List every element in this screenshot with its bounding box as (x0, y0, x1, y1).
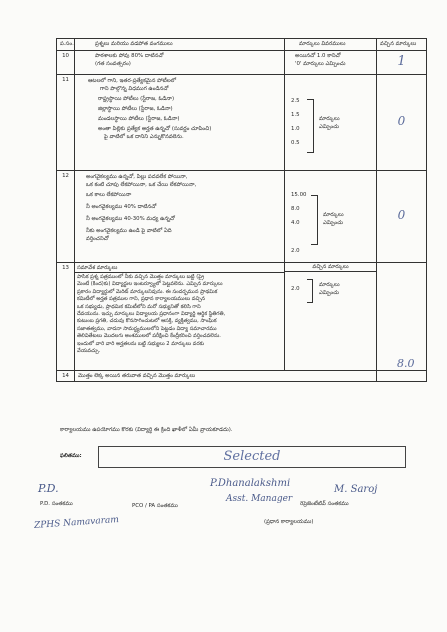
rating-cell (285, 75, 377, 171)
rating-cell (285, 51, 377, 75)
header-no: ప.సం. (57, 39, 75, 51)
rep-signature-name: M. Saroj (334, 484, 378, 495)
marks-table (56, 38, 427, 382)
rating-head: వచ్చిన మార్కులు (285, 263, 376, 272)
section-title: సమావేశ మార్కులు (75, 264, 284, 273)
question-cell (75, 51, 285, 75)
result-box (98, 446, 406, 468)
question-line: వర్తించనిచో (86, 236, 109, 242)
result-label: ఫలితము: (60, 453, 82, 459)
table-row (57, 263, 427, 371)
question-line: కమిటీలో అర్హత పత్రముల గాని, ప్రధాన కార్యాలయములు వచ్చిన (77, 296, 206, 303)
rating-label: ఎమ్పించు (323, 220, 344, 226)
rating-line: అయినచో 1.0 కానిచో (295, 53, 341, 59)
question-line: అంగవైకల్యము ఉన్నచో, పిల్లు పదవలేక పోయినా, (86, 174, 188, 180)
pco-signature-label: PCO / PA సంతకము (132, 503, 178, 509)
rating-value: 1.0 (291, 126, 300, 132)
marks-handwritten: 0 (397, 208, 406, 222)
question-line: ఒక కంటి చూపు లేకపోయినా, ఒక చేయి లేకపోయినా, (86, 182, 197, 188)
office-label: (ప్రధాన కార్యాలయము) (264, 519, 314, 525)
question-line: పై వాటిలో ఒక దానిని ఎన్నుకొనవలెను. (104, 134, 184, 140)
school-stamp: ZPHS Namavaram (33, 515, 120, 531)
question-line: నీ అంగవైకల్యము 40% దాటినచో (86, 204, 157, 210)
brace (307, 99, 314, 153)
hm-signature-label: P.D. సంతకము (40, 501, 73, 507)
asst-signature-title: Asst. Manager (226, 494, 293, 504)
row-no: 14 (57, 371, 75, 382)
marks-cell (377, 171, 427, 263)
question-line: జిల్లాస్థాయి పోటీలు (స్టేరాజ, ఓడినా) (98, 106, 173, 112)
row-no: 13 (57, 263, 75, 371)
rating-label: ఎమ్పించు (319, 124, 340, 130)
question-line: నీకు అంగవైకల్యము ఉండి పై వాటిలో ఏది (86, 228, 172, 234)
question-line: మెంటే (కింద)కు) విద్యార్థుల ఇంటర్వ్యూలో పెట్టవలెను. ఎమ్పిన మార్కులు (77, 281, 223, 288)
header-rating: మార్కులు వివరములు (285, 39, 377, 51)
table-header-row (57, 39, 427, 51)
question-cell (75, 171, 285, 263)
question-line: ఆటలలో గాని, ఇతర-ప్రత్యేకమైన పోటీలలో (88, 78, 177, 84)
brace (311, 195, 318, 245)
marks-handwritten: 8.0 (397, 357, 415, 370)
rating-value: 0.5 (291, 140, 300, 146)
question-line: దేవయును. ఇచ్చు మార్కులు విద్యాలయ ప్రధానంగా విద్యార్థి ఆర్థిక స్థితిగతి, (77, 311, 226, 318)
rating-cell (285, 263, 377, 371)
question-cell (75, 263, 285, 371)
question-line: తెలివితేటలు మొదలగు అంశములలో పరీక్షించి కేంద్రీకరించి వర్తించవలెను. (77, 333, 221, 340)
rating-label: మార్కులు (319, 282, 340, 288)
rep-signature-label: రెప్రెజెంటేటివ్ సంతకము (300, 501, 349, 507)
question-line: నీ అంగవైకల్యము 40-30% మధ్య ఉన్నచో (86, 216, 175, 222)
header-question: ప్రశ్నలు మరియు వడపోత వంగములు (75, 39, 285, 51)
question-cell (75, 75, 285, 171)
hm-signature: P.D. (38, 482, 59, 495)
question-line: సజాతత్వము, వాదనా సామర్థ్యములలోని పెట్టడం విద్యా సమాచారము (77, 325, 217, 332)
question-line: గాని పాల్గొన్న విధముగ ఉండినచో (100, 86, 169, 92)
rating-cell (285, 171, 377, 263)
rating-value: 1.5 (291, 112, 300, 118)
question-line: పాఠశాలకు పోవు 80% దాటినచో (95, 53, 164, 59)
question-line: మండలస్థాయి పోటీలు (స్టేరాజ, ఓడినా) (98, 116, 180, 122)
rating-value: 2.0 (291, 286, 300, 292)
question-line: వేయవచ్చు. (77, 348, 101, 355)
table-row (57, 75, 427, 171)
row-no: 11 (57, 75, 75, 171)
marks-handwritten: 1 (397, 54, 406, 69)
marks-cell (377, 51, 427, 75)
rating-value: 15.00 (291, 192, 307, 198)
marks-cell (377, 75, 427, 171)
question-line: ఇందులో వారి వారి అర్హతలను బట్టి సభ్యులు 2 మార్కులు వరకు (77, 340, 205, 347)
total-marks-cell (377, 371, 427, 382)
header-marks: వచ్చిన మార్కులు (377, 39, 427, 51)
marks-cell (377, 263, 427, 371)
question-line: పాసిక ప్రశ్న పత్రముంలో నీకు వచ్చిన మొత్తం మార్కులు బట్టి (ప్రై (77, 274, 205, 280)
rating-value: 2.5 (291, 98, 300, 104)
row-no: 12 (57, 171, 75, 263)
rating-label: మార్కులు (319, 116, 340, 122)
question-line: ఒక కాలు లేకపోయినా (86, 192, 132, 198)
question-line: కుటుంబ ప్రగతి, చదువు కొనసాగించుటలో ఆసక్తి, వ్యక్తిత్వము, సాంఘిక (77, 318, 217, 325)
total-label: మొత్తం లెక్క అయిన తరువాత వచ్చిన మొత్తం మార్కులు (75, 371, 377, 382)
rating-label: ఎమ్పించు (319, 290, 340, 296)
row-no: 10 (57, 51, 75, 75)
asst-signature-name: P.Dhanalakshmi (210, 478, 291, 489)
table-row (57, 171, 427, 263)
brace (307, 279, 313, 303)
rating-value: 4.0 (291, 220, 300, 226)
office-use-note: కార్యాలయము ఉపయోగము కొరకు (విద్యార్థి ఈ క్రింది ఖాళీలో ఏమీ వ్రాయకూడదు). (60, 427, 233, 433)
table-row (57, 371, 427, 382)
question-line: అంతా పిల్లికు ప్రత్యేక అర్హత ఉన్నచో (సువర్ణం చూపించి) (98, 126, 212, 132)
rating-value: 8.0 (291, 206, 300, 212)
table-row (57, 51, 427, 75)
question-line: ప్రకారం విద్యార్థులో మెరిట్ మార్కులనివును. ఈ సందర్భమున ప్రాథమిక (77, 288, 218, 295)
rating-line: '0' మార్కులు ఎమ్పించు (295, 61, 346, 67)
question-line: ఒక సభ్యుడు, ప్రాథమిక కమిటీలోని మరో సభ్యునితో కలిసి గాని (77, 303, 201, 310)
question-line: రాష్ట్రస్థాయి పోటీలు (స్టేరాజ, ఓడినా) (98, 96, 175, 102)
result-value: Selected (223, 449, 281, 464)
marks-handwritten: 0 (397, 114, 406, 128)
rating-value: 2.0 (291, 248, 300, 254)
rating-label: మార్కులు (323, 212, 344, 218)
question-line: (గత సంవత్సరం) (95, 61, 131, 67)
